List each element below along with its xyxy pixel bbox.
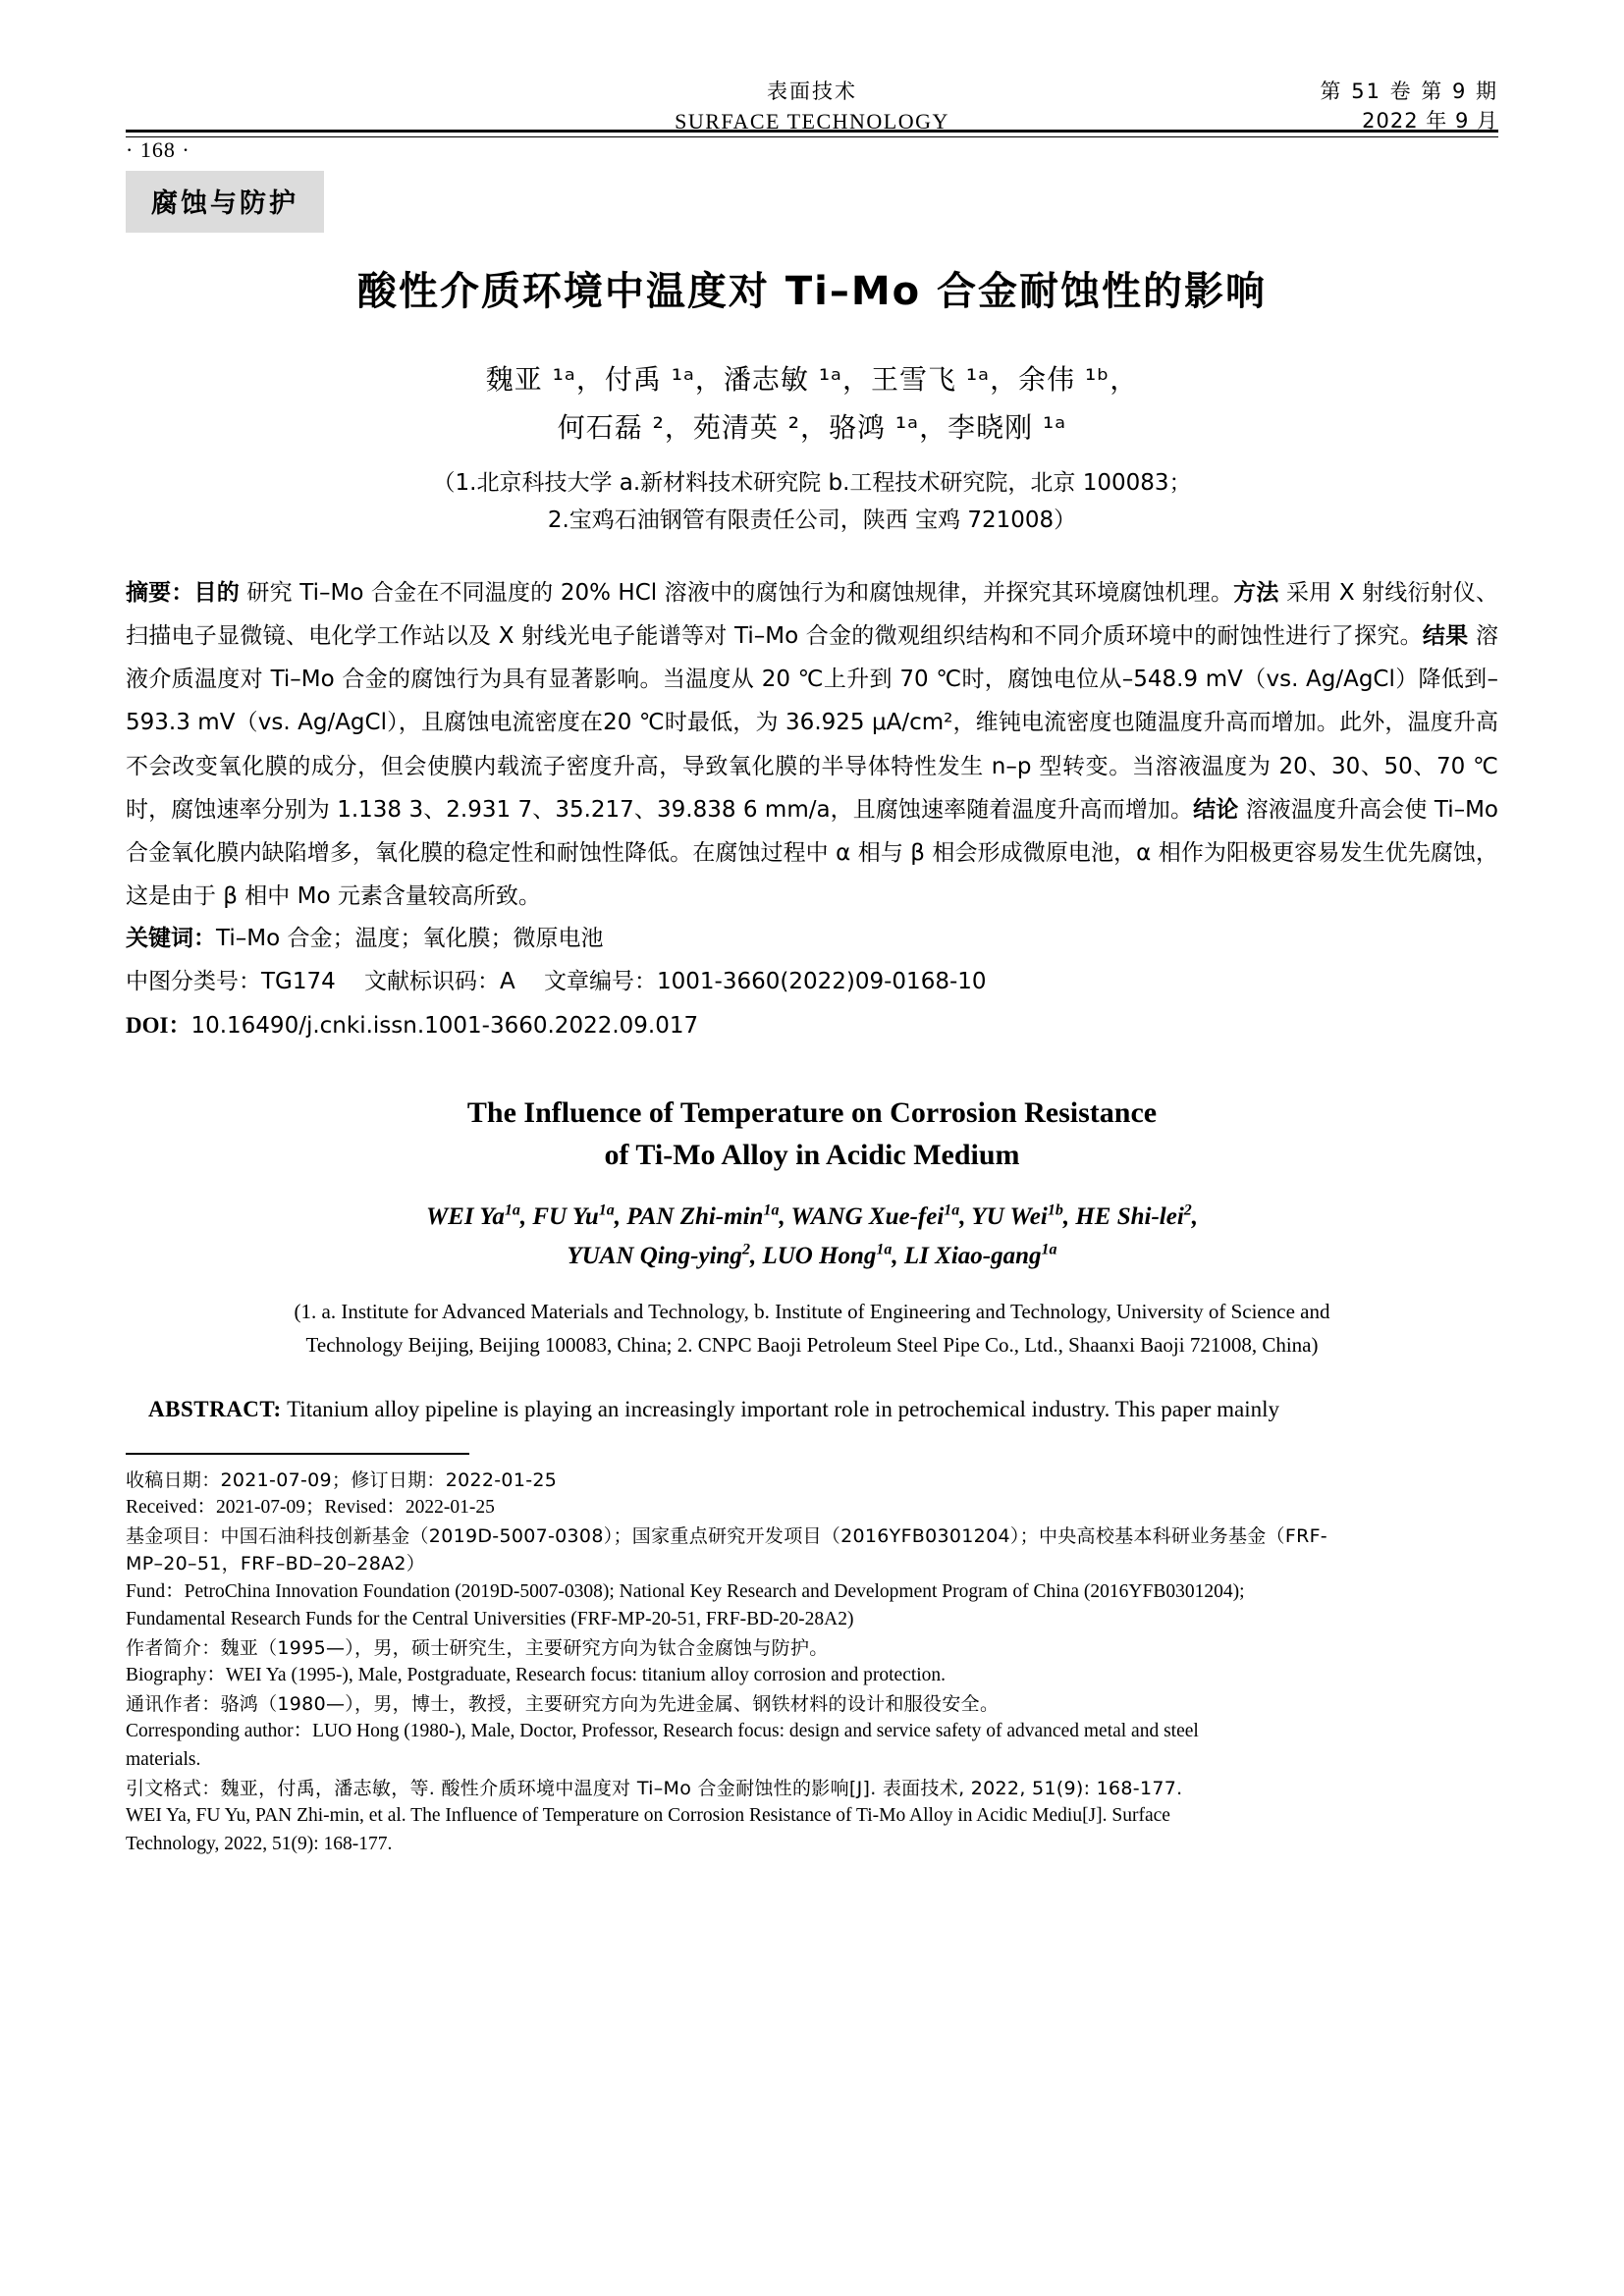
footnotes-block <box>126 1467 1498 1859</box>
affiliation-en-line-1: (1. a. Institute for Advanced Materials and Technology, b. Institute of Engineering and Technology, University of Science and <box>294 1300 1330 1324</box>
page-title-en <box>126 1093 1498 1176</box>
footnote-citation-en-2: Technology, 2022, 51(9): 168-177. <box>126 1834 393 1855</box>
article-number-label: 文章编号： <box>544 968 658 994</box>
abstract-en-text: Titanium alloy pipeline is playing an increasingly important role in petrochemical industry. This paper mainly <box>287 1396 1280 1421</box>
footnote-received-cn: 收稿日期：2021-07-09；修订日期：2022-01-25 <box>126 1469 558 1492</box>
clc-label: 中图分类号： <box>126 968 261 994</box>
article-number-value: 1001-3660(2022)09-0168-10 <box>657 968 987 994</box>
abstract-method-text: 采用 X 射线衍射仪、扫描电子显微镜、电化学工作站以及 X 射线光电子能谱等对 Ti–Mo 合金的微观组织结构和不同介质环境中的耐蚀性进行了探究。 <box>126 579 1499 650</box>
authors-cn <box>126 355 1498 452</box>
abstract-method-label: 方法 <box>1233 579 1279 606</box>
footnote-received-en: Received：2021-07-09；Revised：2022-01-25 <box>126 1497 495 1519</box>
abstract-result-text: 溶液介质温度对 Ti–Mo 合金的腐蚀行为具有显著影响。当温度从 20 ℃上升到 70 ℃时，腐蚀电位从–548.9 mV（vs. Ag/AgCl）降低到–593.3 mV（vs. Ag/AgCl），且腐蚀电流密度在20 ℃时最低，为 36.925 μA/cm²，维钝电流密度也随温度升高而增加。此外，温度升高不会改变氧化膜的成分，但会使膜内载流子密度升高，导致氧化膜的半导体特性发生 n–p 型转变。当溶液温度为 20、30、50、70 ℃时，腐蚀速率分别为 1.138 3、2.931 7、35.217、39.838 6 mm/a，且腐蚀速率随着温度升高而增加。 <box>126 623 1498 823</box>
footnote-citation-cn: 引文格式：魏亚，付禹，潘志敏，等. 酸性介质环境中温度对 Ti–Mo 合金耐蚀性的影响[J]. 表面技术, 2022, 51(9): 168-177. <box>126 1778 1183 1800</box>
journal-title-cn: 表面技术 <box>767 80 857 103</box>
abstract-cn <box>126 571 1498 918</box>
journal-title-en: SURFACE TECHNOLOGY <box>675 109 949 134</box>
authors-cn-line-1: 魏亚 ¹ᵃ，付禹 ¹ᵃ，潘志敏 ¹ᵃ，王雪飞 ¹ᵃ，余伟 ¹ᵇ， <box>485 363 1139 396</box>
doc-code-value: A <box>500 968 515 994</box>
footnote-corresponding-en-1: Corresponding author：LUO Hong (1980-), Male, Doctor, Professor, Research focus: design and service safety of advanced metal and steel <box>126 1721 1199 1742</box>
affiliation-cn <box>126 465 1498 540</box>
affiliation-en <box>126 1296 1498 1362</box>
abstract-conclusion-text: 溶液温度升高会使 Ti–Mo 合金氧化膜内缺陷增多，氧化膜的稳定性和耐蚀性降低。在腐蚀过程中 α 相与 β 相会形成微原电池，α 相作为阳极更容易发生优先腐蚀，这是由于 β 相中 Mo 元素含量较高所致。 <box>126 796 1498 909</box>
page-header <box>126 0 1498 162</box>
issue-info <box>1321 77 1498 136</box>
footnote-fund-cn-2: MP–20–51，FRF–BD–20–28A2） <box>126 1553 426 1575</box>
title-en-line-2: of Ti-Mo Alloy in Acidic Medium <box>604 1138 1020 1171</box>
authors-en <box>126 1198 1498 1276</box>
affiliation-en-line-2: Technology Beijing, Beijing 100083, China; 2. CNPC Baoji Petroleum Steel Pipe Co., Ltd., Shaanxi Baoji 721008, China) <box>305 1332 1319 1357</box>
abstract-cn-label: 摘要： <box>126 579 194 606</box>
doc-code-label: 文献标识码： <box>364 968 501 994</box>
doi-label: DOI： <box>126 1012 191 1038</box>
issue-date: 2022 年 9 月 <box>1362 109 1498 133</box>
clc-value: TG174 <box>261 968 336 994</box>
journal-title-block <box>126 77 1498 137</box>
authors-en-line-2: YUAN Qing-ying$^2$, LUO Hong$^{1a}$, LI Xiao-gang$^{1a}$ <box>567 1242 1057 1270</box>
keywords-label: 关键词： <box>126 926 216 952</box>
footnote-divider <box>126 1453 469 1455</box>
authors-en-line-1: WEI $Ya^{1a}$, FU $Yu^{1a}$, PAN Zhi-$\min^{1a}$, WANG Xue-fei$^{1a}$, YU Wei$^{1b}$, HE Shi-lei$^2$, <box>425 1202 1199 1231</box>
page-title: 酸性介质环境中温度对 Ti–Mo 合金耐蚀性的影响 <box>356 269 1268 314</box>
footnote-corresponding-cn: 通讯作者：骆鸿（1980—），男，博士，教授，主要研究方向为先进金属、钢铁材料的设计和服役安全。 <box>126 1693 1000 1716</box>
title-en-line-1: The Influence of Temperature on Corrosion Resistance <box>466 1096 1158 1130</box>
classification-line <box>126 961 1498 1004</box>
authors-cn-line-2: 何石磊 ²，苑清英 ²，骆鸿 ¹ᵃ，李晓刚 ¹ᵃ <box>557 411 1067 444</box>
doi-value: 10.16490/j.cnki.issn.1001-3660.2022.09.017 <box>190 1012 699 1039</box>
abstract-en-label: ABSTRACT: <box>148 1396 282 1421</box>
volume-issue: 第 51 卷 第 9 期 <box>1320 80 1498 103</box>
abstract-conclusion-label: 结论 <box>1193 796 1239 823</box>
category-badge: 腐蚀与防护 <box>126 171 324 233</box>
abstract-result-label: 结果 <box>1422 623 1469 650</box>
footnote-fund-en-1: Fund：PetroChina Innovation Foundation (2019D-5007-0308); National Key Research and Development Program of China (2016YFB0301204); <box>126 1580 1245 1602</box>
affiliation-cn-line-1: （1.北京科技大学 a.新材料技术研究院 b.工程技术研究院，北京 100083； <box>432 470 1192 496</box>
affiliation-cn-line-2: 2.宝鸡石油钢管有限责任公司，陕西 宝鸡 721008） <box>547 507 1077 533</box>
footnote-fund-en-2: Fundamental Research Funds for the Central Universities (FRF-MP-20-51, FRF-BD-20-28A2) <box>126 1609 854 1630</box>
footnote-corresponding-en-2: materials. <box>126 1749 201 1771</box>
footnote-biography-cn: 作者简介：魏亚（1995—），男，硕士研究生，主要研究方向为钛合金腐蚀与防护。 <box>126 1637 829 1660</box>
footnote-fund-cn-1: 基金项目：中国石油科技创新基金（2019D-5007-0308）；国家重点研究开发项目（2016YFB0301204）；中央高校基本科研业务基金（FRF- <box>126 1525 1327 1548</box>
doi-line <box>126 1004 1498 1048</box>
abstract-en <box>126 1392 1498 1428</box>
footnote-citation-en-1: WEI Ya, FU Yu, PAN Zhi-min, et al. The Influence of Temperature on Corrosion Resistance of Ti-Mo Alloy in Acidic Mediu[J]. Surface <box>126 1805 1170 1827</box>
abstract-purpose-label: 目的 <box>193 579 240 606</box>
keywords-value: Ti–Mo 合金；温度；氧化膜；微原电池 <box>216 926 604 952</box>
abstract-purpose-text: 研究 Ti–Mo 合金在不同温度的 20% HCl 溶液中的腐蚀行为和腐蚀规律，并探究其环境腐蚀机理。 <box>246 579 1234 606</box>
footnote-biography-en: Biography：WEI Ya (1995-), Male, Postgraduate, Research focus: titanium alloy corrosion and protection. <box>126 1665 947 1686</box>
keywords-cn <box>126 918 1498 961</box>
page-number: · 168 · <box>126 137 190 162</box>
